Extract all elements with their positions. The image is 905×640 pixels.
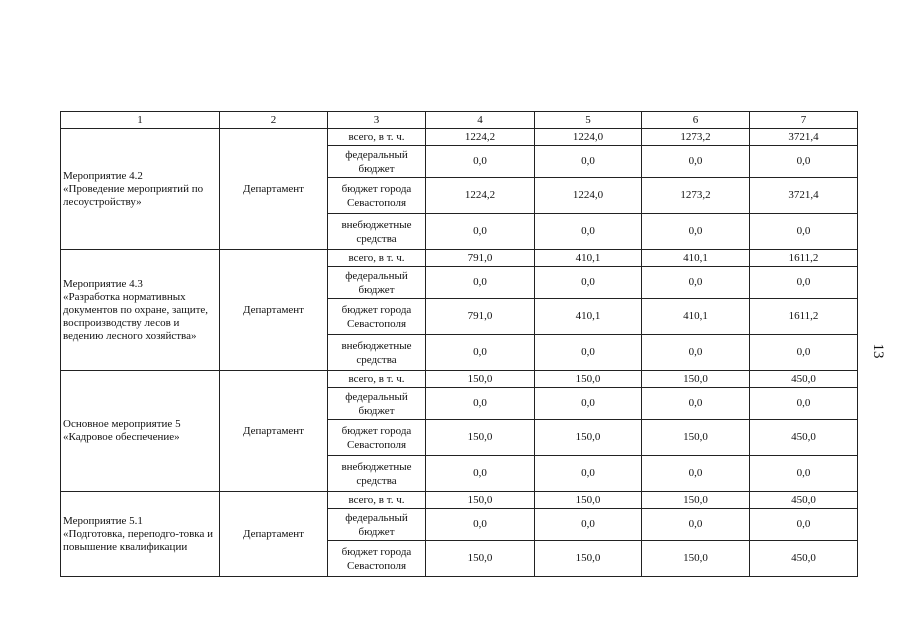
amount-cell: 410,1 [642, 299, 750, 335]
amount-cell: 0,0 [642, 335, 750, 371]
table-row [61, 371, 858, 388]
amount-cell: 450,0 [750, 420, 858, 456]
amount-cell: 1611,2 [750, 299, 858, 335]
header-row [61, 112, 858, 129]
amount-cell: 1273,2 [642, 129, 750, 146]
budget-table [60, 111, 858, 577]
event-name-line: «Проведение мероприятий по лесоустройству» [63, 182, 204, 208]
amount-cell: 0,0 [535, 456, 642, 492]
amount-cell: 0,0 [642, 388, 750, 420]
event-name-line: Мероприятие 4.2 [63, 169, 143, 182]
event-name-cell [61, 129, 220, 250]
table-row [61, 129, 858, 146]
amount-cell: 150,0 [642, 371, 750, 388]
amount-cell: 0,0 [750, 146, 858, 178]
funding-source-cell: всего, в т. ч. [328, 371, 426, 388]
executor-cell: Департамент [220, 250, 328, 371]
amount-cell: 0,0 [535, 267, 642, 299]
amount-cell: 0,0 [535, 146, 642, 178]
header-cell: 5 [535, 112, 642, 129]
amount-cell: 0,0 [642, 214, 750, 250]
amount-cell: 0,0 [750, 335, 858, 371]
amount-cell: 3721,4 [750, 129, 858, 146]
amount-cell: 410,1 [642, 250, 750, 267]
amount-cell: 0,0 [642, 456, 750, 492]
funding-source-cell: бюджет города Севастополя [328, 178, 426, 214]
executor-cell: Департамент [220, 492, 328, 577]
page-number: 13 [870, 343, 886, 359]
amount-cell: 450,0 [750, 492, 858, 509]
event-name-line: Мероприятие 5.1 [63, 514, 143, 527]
amount-cell: 0,0 [426, 146, 535, 178]
amount-cell: 150,0 [426, 371, 535, 388]
header-cell: 4 [426, 112, 535, 129]
table-row [61, 250, 858, 267]
amount-cell: 0,0 [535, 214, 642, 250]
amount-cell: 150,0 [535, 492, 642, 509]
amount-cell: 150,0 [642, 492, 750, 509]
amount-cell: 791,0 [426, 250, 535, 267]
amount-cell: 150,0 [426, 541, 535, 577]
event-name-line: Основное мероприятие 5 [63, 418, 181, 430]
amount-cell: 150,0 [642, 541, 750, 577]
funding-source-cell: внебюджетные средства [328, 335, 426, 371]
amount-cell: 0,0 [426, 509, 535, 541]
amount-cell: 791,0 [426, 299, 535, 335]
event-name-cell [61, 492, 220, 577]
amount-cell: 0,0 [535, 388, 642, 420]
amount-cell: 450,0 [750, 371, 858, 388]
amount-cell: 0,0 [642, 509, 750, 541]
amount-cell: 0,0 [750, 267, 858, 299]
funding-source-cell: всего, в т. ч. [328, 492, 426, 509]
funding-source-cell: внебюджетные средства [328, 456, 426, 492]
amount-cell: 0,0 [750, 214, 858, 250]
amount-cell: 0,0 [750, 509, 858, 541]
funding-source-cell: федеральный бюджет [328, 267, 426, 299]
amount-cell: 0,0 [426, 214, 535, 250]
amount-cell: 0,0 [642, 146, 750, 178]
amount-cell: 410,1 [535, 299, 642, 335]
amount-cell: 150,0 [535, 541, 642, 577]
funding-source-cell: всего, в т. ч. [328, 129, 426, 146]
amount-cell: 0,0 [426, 456, 535, 492]
header-cell: 7 [750, 112, 858, 129]
amount-cell: 0,0 [535, 335, 642, 371]
funding-source-cell: федеральный бюджет [328, 388, 426, 420]
event-name-line: «Кадровое обеспечение» [63, 431, 180, 443]
amount-cell: 1224,2 [426, 129, 535, 146]
amount-cell: 1611,2 [750, 250, 858, 267]
funding-source-cell: бюджет города Севастополя [328, 541, 426, 577]
table-row [61, 492, 858, 509]
executor-cell: Департамент [220, 129, 328, 250]
amount-cell: 150,0 [426, 420, 535, 456]
header-cell: 3 [328, 112, 426, 129]
amount-cell: 150,0 [642, 420, 750, 456]
amount-cell: 450,0 [750, 541, 858, 577]
amount-cell: 0,0 [426, 388, 535, 420]
amount-cell: 1224,2 [426, 178, 535, 214]
amount-cell: 0,0 [642, 267, 750, 299]
header-cell: 2 [220, 112, 328, 129]
table-body [61, 129, 858, 577]
event-name-cell [61, 250, 220, 371]
funding-source-cell: внебюджетные средства [328, 214, 426, 250]
amount-cell: 1224,0 [535, 129, 642, 146]
amount-cell: 1224,0 [535, 178, 642, 214]
amount-cell: 0,0 [750, 388, 858, 420]
funding-source-cell: федеральный бюджет [328, 509, 426, 541]
header-cell: 6 [642, 112, 750, 129]
amount-cell: 150,0 [426, 492, 535, 509]
event-name-cell [61, 371, 220, 492]
funding-source-cell: всего, в т. ч. [328, 250, 426, 267]
amount-cell: 0,0 [426, 335, 535, 371]
amount-cell: 0,0 [535, 509, 642, 541]
funding-source-cell: бюджет города Севастополя [328, 299, 426, 335]
executor-cell: Департамент [220, 371, 328, 492]
funding-source-cell: бюджет города Севастополя [328, 420, 426, 456]
event-name-line: «Подготовка, переподго-товка и повышение квалификации [63, 527, 214, 553]
event-name-line: Мероприятие 4.3 [63, 277, 143, 290]
amount-cell: 410,1 [535, 250, 642, 267]
funding-source-cell: федеральный бюджет [328, 146, 426, 178]
amount-cell: 150,0 [535, 420, 642, 456]
event-name-line: «Разработка нормативных документов по охране, защите, воспроизводству лесов и ведению лесного хозяйства» [63, 290, 209, 342]
header-cell: 1 [61, 112, 220, 129]
amount-cell: 3721,4 [750, 178, 858, 214]
amount-cell: 1273,2 [642, 178, 750, 214]
amount-cell: 0,0 [750, 456, 858, 492]
amount-cell: 0,0 [426, 267, 535, 299]
amount-cell: 150,0 [535, 371, 642, 388]
